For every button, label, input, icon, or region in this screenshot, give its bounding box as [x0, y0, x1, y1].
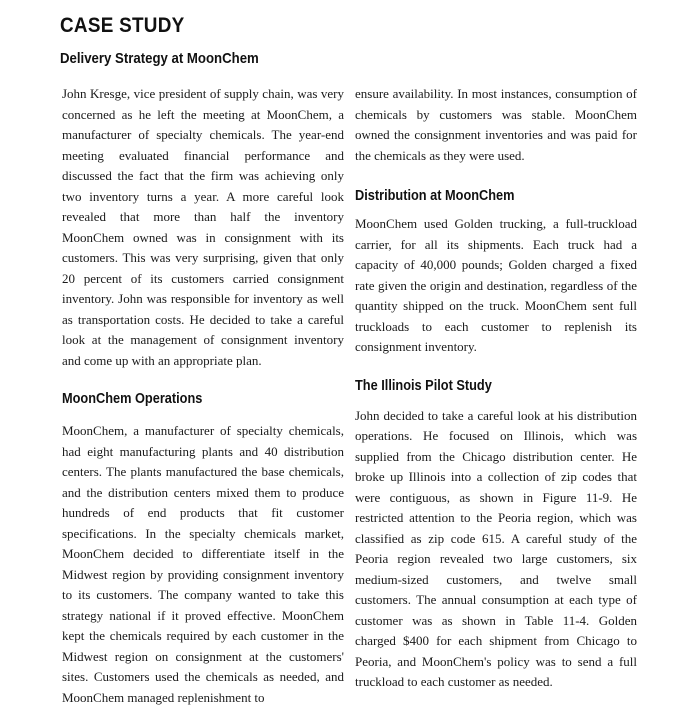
distribution-paragraph: MoonChem used Golden trucking, a full-truckload carrier, for all its shipments. Each truck had a capacity of 40,000 pounds; Golden charged a fixed rate given the origin and destination, regardless of the quantity shipped on the truck. MoonChem sent full truckloads to each customer to replenish its consignment inventory. [355, 216, 637, 354]
pilot-study-heading: The Illinois Pilot Study [355, 377, 492, 394]
pilot-study-paragraph: John decided to take a careful look at his distribution operations. He focused on Illinois, which was supplied from the Chicago distribution center. He broke up Illinois into a collection of zip codes that were contiguous, as shown in Figure 11-9. He restricted attention to the Peoria region, which was classified as zip code 615. A careful study of the Peoria region revealed two large customers, six medium-sized customers, and twelve small customers. The annual consumption at each type of customer was as shown in Table 11-4. Golden charged $400 for each shipment from Chicago to Peoria, and MoonChem's policy was to send a full truckload to each customer as needed. [355, 407, 637, 689]
case-study-subtitle: Delivery Strategy at MoonChem [60, 50, 259, 67]
operations-continuation: ensure availability. In most instances, consumption of chemicals by customers was stable. MoonChem owned the consignment inventories and was paid for the chemicals as they were used. [355, 86, 637, 163]
intro-paragraph: John Kresge, vice president of supply chain, was very concerned as he left the meeting at MoonChem, a manufacturer of specialty chemicals. The year-end meeting evaluated financial performance and discussed the fact that the firm was achieving only two inventory turns a year. A more careful look revealed that more than half the inventory MoonChem owned was in consignment with its customers. This was very surprising, given that only 20 percent of its customers carried consignment inventory. John was responsible for inventory as well as transportation costs. He decided to take a careful look at the management of consignment inventory and come up with an appropriate plan. [62, 86, 344, 368]
right-column [355, 84, 637, 693]
operations-paragraph: MoonChem, a manufacturer of specialty chemicals, had eight manufacturing plants and 40 distribution centers. The plants manufactured the base chemicals, and the distribution centers mixed them to produce hundreds of end products that fit customer specifications. In the specialty chemicals market, MoonChem decided to differentiate itself in the Midwest region by providing consignment inventory to its customers. The company wanted to take this strategy national if it proved effective. MoonChem kept the chemicals required by each customer in the Midwest region on consignment at the customers' sites. Customers used the chemicals as needed, and MoonChem managed replenishment to [62, 423, 344, 705]
operations-heading: MoonChem Operations [62, 391, 203, 407]
distribution-heading: Distribution at MoonChem [355, 188, 515, 204]
left-column [62, 84, 344, 708]
case-study-title: CASE STUDY [60, 14, 185, 37]
